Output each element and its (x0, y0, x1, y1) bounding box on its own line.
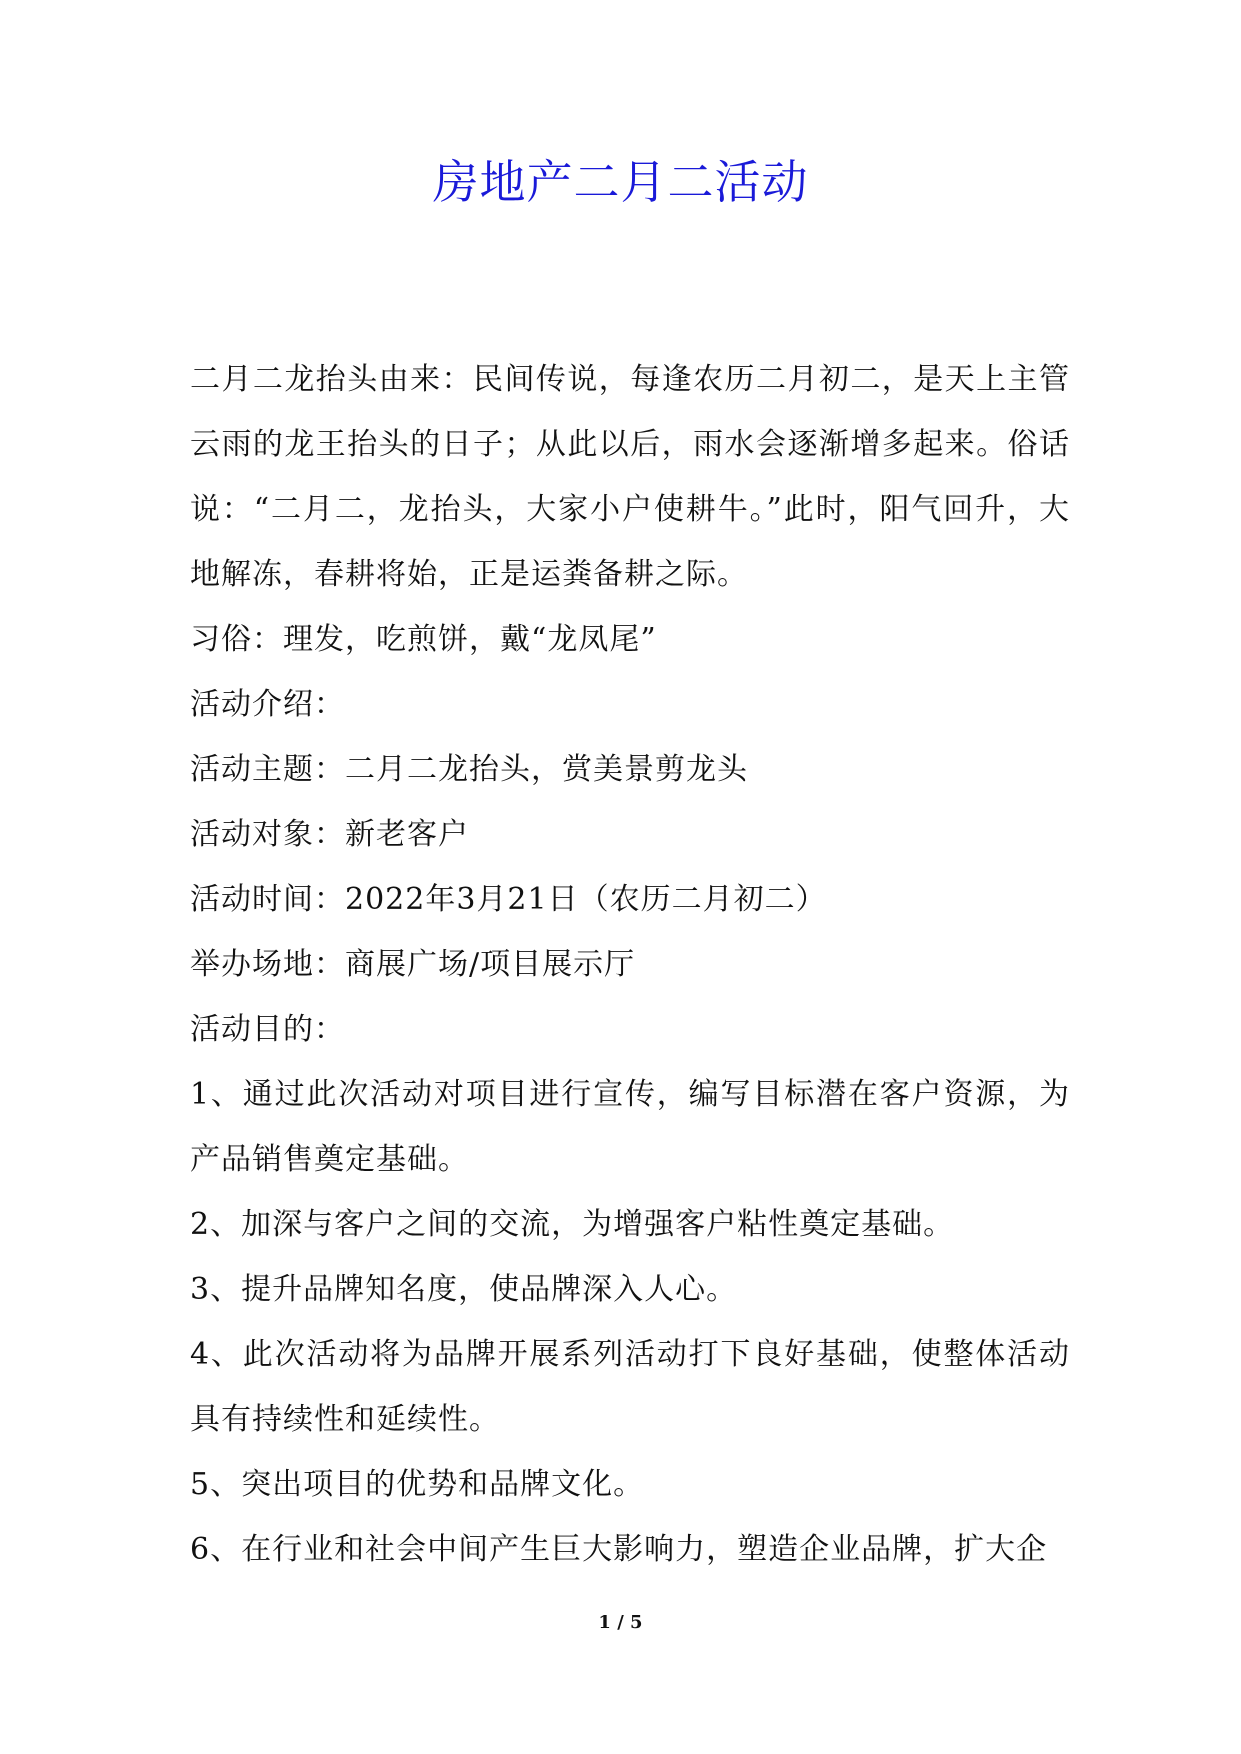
paragraph-purpose-4: 4、此次活动将为品牌开展系列活动打下良好基础，使整体活动具有持续性和延续性。 (190, 1337, 1070, 1437)
document-title: 房地产二月二活动 (432, 155, 809, 209)
paragraph-audience: 活动对象：新老客户 (190, 817, 469, 852)
paragraph-time: 活动时间：2022年3月21日（农历二月初二） (190, 882, 827, 917)
paragraph-purpose-1: 1、通过此次活动对项目进行宣传，编写目标潜在客户资源，为产品销售奠定基础。 (190, 1077, 1070, 1177)
paragraph-purpose-heading: 活动目的： (190, 1012, 345, 1047)
paragraph-purpose-3: 3、提升品牌知名度，使品牌深入人心。 (190, 1272, 738, 1307)
paragraph-customs: 习俗：理发，吃煎饼，戴“龙凤尾” (190, 622, 657, 657)
document-body (190, 347, 1070, 1582)
paragraph-purpose-2: 2、加深与客户之间的交流，为增强客户粘性奠定基础。 (190, 1207, 955, 1242)
paragraph-venue: 举办场地：商展广场/项目展示厅 (190, 947, 636, 982)
paragraph-origin: 二月二龙抬头由来：民间传说，每逢农历二月初二，是天上主管云雨的龙王抬头的日子；从此以后，雨水会逐渐增多起来。俗话说：“二月二，龙抬头，大家小户使耕牛。”此时，阳气回升，大地解冻，春耕将始，正是运粪备耕之际。 (190, 362, 1070, 592)
paragraph-purpose-5: 5、突出项目的优势和品牌文化。 (190, 1467, 645, 1502)
paragraph-theme: 活动主题：二月二龙抬头，赏美景剪龙头 (190, 752, 748, 787)
paragraph-purpose-6: 6、在行业和社会中间产生巨大影响力，塑造企业品牌，扩大企 (190, 1532, 1048, 1567)
paragraph-intro-heading: 活动介绍： (190, 687, 345, 722)
page-number: 1 / 5 (598, 1612, 643, 1633)
